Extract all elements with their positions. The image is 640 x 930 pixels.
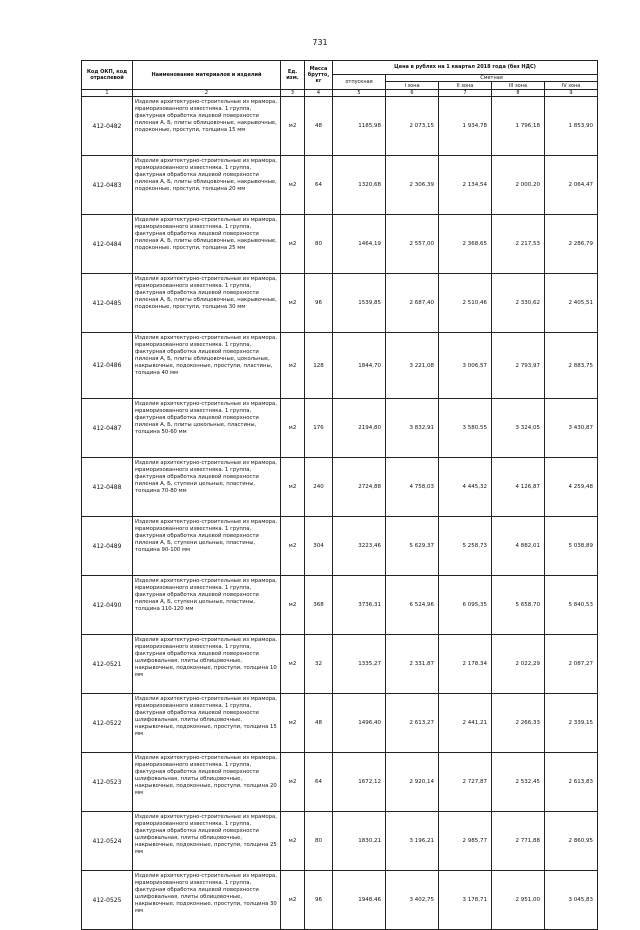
zone-3-price: 4 126,87 — [492, 458, 545, 517]
column-number: 3 — [281, 90, 305, 97]
zone-2-price: 4 445,32 — [439, 458, 492, 517]
release-price: 2194,80 — [333, 399, 386, 458]
release-price: 2724,88 — [333, 458, 386, 517]
column-number: 9 — [545, 90, 598, 97]
okp-code: 412-0485 — [82, 274, 133, 333]
material-name: Изделия архитектурно-строительные из мрамора, мраморизованного известняка. 1 группа, фактурная обработка лицевой поверхности пиленая А, Б, плиты облицовочные, накрывочные, подоконные, проступи, толщина 15 мм — [133, 97, 281, 156]
unit: м2 — [281, 753, 305, 812]
zone-1-price: 2 920,14 — [386, 753, 439, 812]
release-price: 3736,31 — [333, 576, 386, 635]
zone-2-price: 2 368,65 — [439, 215, 492, 274]
header-mass: Масса брутто, кг — [305, 61, 333, 90]
gross-mass: 128 — [305, 333, 333, 399]
zone-1-price: 2 331,87 — [386, 635, 439, 694]
unit: м2 — [281, 871, 305, 930]
table-header — [82, 61, 598, 97]
zone-4-price: 2 087,27 — [545, 635, 598, 694]
release-price: 1320,68 — [333, 156, 386, 215]
zone-3-price: 2 771,88 — [492, 812, 545, 871]
okp-code: 412-0483 — [82, 156, 133, 215]
zone-4-price: 4 259,48 — [545, 458, 598, 517]
zone-2-price: 3 006,57 — [439, 333, 492, 399]
unit: м2 — [281, 333, 305, 399]
zone-2-price: 3 178,71 — [439, 871, 492, 930]
zone-1-price: 3 832,91 — [386, 399, 439, 458]
zone-3-price: 1 796,18 — [492, 97, 545, 156]
gross-mass: 304 — [305, 517, 333, 576]
material-name: Изделия архитектурно-строительные из мрамора, мраморизованного известняка. 1 группа, фактурная обработка лицевой поверхности пиленая А, Б, плиты облицовочные, накрывочные, подоконные, проступи, толщина 25 мм — [133, 215, 281, 274]
header-code: Код ОКП, код отраслевой — [82, 61, 133, 90]
zone-3-price: 2 217,53 — [492, 215, 545, 274]
zone-1-price: 2 557,00 — [386, 215, 439, 274]
zone-3-price: 2 532,45 — [492, 753, 545, 812]
page-number: 731 — [312, 38, 328, 47]
zone-2-price: 5 258,73 — [439, 517, 492, 576]
zone-2-price: 6 095,35 — [439, 576, 492, 635]
material-name: Изделия архитектурно-строительные из мрамора, мраморизованного известняка. 1 группа, фактурная обработка лицевой поверхности шлифовальная, плиты облицовочные, накрывочные, подоконные, проступи, толщина 20 мм — [133, 753, 281, 812]
zone-2-price: 2 441,21 — [439, 694, 492, 753]
okp-code: 412-0486 — [82, 333, 133, 399]
zone-2-price: 2 134,54 — [439, 156, 492, 215]
material-name: Изделия архитектурно-строительные из мрамора, мраморизованного известняка. 1 группа, фактурная обработка лицевой поверхности шлифовальная, плиты облицовочные, накрывочные, подоконные, проступи, толщина 25 мм — [133, 812, 281, 871]
gross-mass: 64 — [305, 753, 333, 812]
column-number: 7 — [439, 90, 492, 97]
header-zone-3: III зона — [492, 82, 545, 90]
table-row — [82, 97, 598, 156]
material-name: Изделия архитектурно-строительные из мрамора, мраморизованного известняка. 1 группа, фактурная обработка лицевой поверхности шлифовальная, плиты облицовочные, накрывочные, подоконные, проступи, толщина 15 мм — [133, 694, 281, 753]
header-unit: Ед. изм. — [281, 61, 305, 90]
zone-1-price: 3 196,21 — [386, 812, 439, 871]
zone-4-price: 2 860,95 — [545, 812, 598, 871]
zone-3-price: 4 882,01 — [492, 517, 545, 576]
okp-code: 412-0487 — [82, 399, 133, 458]
gross-mass: 240 — [305, 458, 333, 517]
unit: м2 — [281, 694, 305, 753]
zone-1-price: 6 524,96 — [386, 576, 439, 635]
gross-mass: 32 — [305, 635, 333, 694]
unit: м2 — [281, 156, 305, 215]
zone-2-price: 2 727,87 — [439, 753, 492, 812]
zone-3-price: 3 324,05 — [492, 399, 545, 458]
okp-code: 412-0484 — [82, 215, 133, 274]
zone-4-price: 2 064,47 — [545, 156, 598, 215]
release-price: 1539,85 — [333, 274, 386, 333]
column-number: 2 — [133, 90, 281, 97]
table-row — [82, 517, 598, 576]
release-price: 3223,46 — [333, 517, 386, 576]
table-row — [82, 753, 598, 812]
header-price-group: Цена в рублях на 1 квартал 2018 года (без НДС) — [333, 61, 598, 75]
zone-4-price: 2 883,75 — [545, 333, 598, 399]
zone-4-price: 2 286,79 — [545, 215, 598, 274]
release-price: 1672,12 — [333, 753, 386, 812]
zone-2-price: 2 985,77 — [439, 812, 492, 871]
gross-mass: 64 — [305, 156, 333, 215]
table-row — [82, 156, 598, 215]
column-number: 1 — [82, 90, 133, 97]
zone-1-price: 2 306,39 — [386, 156, 439, 215]
table-row — [82, 812, 598, 871]
material-name: Изделия архитектурно-строительные из мрамора, мраморизованного известняка. 1 группа, фактурная обработка лицевой поверхности пиленая А, Б, ступени цельные, пластины, толщина 90-100 мм — [133, 517, 281, 576]
zone-3-price: 2 266,33 — [492, 694, 545, 753]
unit: м2 — [281, 274, 305, 333]
price-table — [81, 60, 598, 930]
header-release: отпускная — [333, 75, 386, 90]
okp-code: 412-0525 — [82, 871, 133, 930]
zone-2-price: 3 580,55 — [439, 399, 492, 458]
gross-mass: 176 — [305, 399, 333, 458]
okp-code: 412-0523 — [82, 753, 133, 812]
zone-1-price: 2 613,27 — [386, 694, 439, 753]
table-row — [82, 871, 598, 930]
zone-4-price: 3 045,83 — [545, 871, 598, 930]
okp-code: 412-0521 — [82, 635, 133, 694]
zone-3-price: 2 793,97 — [492, 333, 545, 399]
okp-code: 412-0524 — [82, 812, 133, 871]
zone-4-price: 5 840,53 — [545, 576, 598, 635]
material-name: Изделия архитектурно-строительные из мрамора, мраморизованного известняка. 1 группа, фактурная обработка лицевой поверхности пиленая А, Б, плиты облицовочные, накрывочные, подоконные, проступи, толщина 30 мм — [133, 274, 281, 333]
gross-mass: 368 — [305, 576, 333, 635]
zone-3-price: 2 951,00 — [492, 871, 545, 930]
column-number: 4 — [305, 90, 333, 97]
gross-mass: 96 — [305, 274, 333, 333]
release-price: 1830,21 — [333, 812, 386, 871]
okp-code: 412-0482 — [82, 97, 133, 156]
release-price: 1496,40 — [333, 694, 386, 753]
table-row — [82, 458, 598, 517]
zone-2-price: 2 178,34 — [439, 635, 492, 694]
okp-code: 412-0489 — [82, 517, 133, 576]
zone-4-price: 2 405,51 — [545, 274, 598, 333]
material-name: Изделия архитектурно-строительные из мрамора, мраморизованного известняка. 1 группа, фактурная обработка лицевой поверхности шлифовальная, плиты облицовочные, накрывочные, подоконные, проступи, толщина 30 мм — [133, 871, 281, 930]
material-name: Изделия архитектурно-строительные из мрамора, мраморизованного известняка. 1 группа, фактурная обработка лицевой поверхности пиленая А, Б, плиты облицовочные, цокольные, накрывочные, подоконные, проступи, пластины, толщина 40 мм — [133, 333, 281, 399]
table-row — [82, 333, 598, 399]
column-number: 8 — [492, 90, 545, 97]
header-zone-2: II зона — [439, 82, 492, 90]
zone-1-price: 4 758,03 — [386, 458, 439, 517]
table-row — [82, 399, 598, 458]
zone-4-price: 5 038,89 — [545, 517, 598, 576]
gross-mass: 80 — [305, 215, 333, 274]
table-row — [82, 576, 598, 635]
material-name: Изделия архитектурно-строительные из мрамора, мраморизованного известняка. 1 группа, фактурная обработка лицевой поверхности пиленая А, Б, плиты цокольные, пластины, толщина 50-60 мм — [133, 399, 281, 458]
zone-1-price: 3 221,08 — [386, 333, 439, 399]
unit: м2 — [281, 97, 305, 156]
material-name: Изделия архитектурно-строительные из мрамора, мраморизованного известняка. 1 группа, фактурная обработка лицевой поверхности пиленая А, Б, ступени цельные, пластины, толщина 70-80 мм — [133, 458, 281, 517]
gross-mass: 96 — [305, 871, 333, 930]
table-row — [82, 274, 598, 333]
unit: м2 — [281, 812, 305, 871]
zone-2-price: 1 934,78 — [439, 97, 492, 156]
okp-code: 412-0522 — [82, 694, 133, 753]
zone-4-price: 3 430,87 — [545, 399, 598, 458]
column-numbers-row — [82, 90, 598, 97]
zone-2-price: 2 510,46 — [439, 274, 492, 333]
column-number: 6 — [386, 90, 439, 97]
release-price: 1335,27 — [333, 635, 386, 694]
release-price: 1948,46 — [333, 871, 386, 930]
material-name: Изделия архитектурно-строительные из мрамора, мраморизованного известняка. 1 группа, фактурная обработка лицевой поверхности пиленая А, Б, плиты облицовочные, накрывочные, подоконные, проступи, толщина 20 мм — [133, 156, 281, 215]
okp-code: 412-0488 — [82, 458, 133, 517]
release-price: 1464,19 — [333, 215, 386, 274]
zone-1-price: 5 629,37 — [386, 517, 439, 576]
unit: м2 — [281, 399, 305, 458]
zone-3-price: 2 022,29 — [492, 635, 545, 694]
unit: м2 — [281, 576, 305, 635]
zone-4-price: 2 339,15 — [545, 694, 598, 753]
zone-1-price: 3 402,75 — [386, 871, 439, 930]
header-name: Наименование материалов и изделий — [133, 61, 281, 90]
header-estimate: Сметная — [386, 75, 598, 82]
zone-3-price: 5 658,70 — [492, 576, 545, 635]
table-row — [82, 635, 598, 694]
unit: м2 — [281, 635, 305, 694]
release-price: 1844,70 — [333, 333, 386, 399]
zone-3-price: 2 330,62 — [492, 274, 545, 333]
column-number: 5 — [333, 90, 386, 97]
zone-1-price: 2 073,15 — [386, 97, 439, 156]
zone-4-price: 1 853,90 — [545, 97, 598, 156]
material-name: Изделия архитектурно-строительные из мрамора, мраморизованного известняка. 1 группа, фактурная обработка лицевой поверхности пиленая А, Б, ступени цельные, пластины, толщина 110-120 мм — [133, 576, 281, 635]
zone-4-price: 2 613,83 — [545, 753, 598, 812]
material-name: Изделия архитектурно-строительные из мрамора, мраморизованного известняка. 1 группа, фактурная обработка лицевой поверхности шлифовальная, плиты облицовочные, накрывочные, подоконные, проступи, толщина 10 мм — [133, 635, 281, 694]
table-row — [82, 215, 598, 274]
gross-mass: 80 — [305, 812, 333, 871]
unit: м2 — [281, 215, 305, 274]
release-price: 1185,98 — [333, 97, 386, 156]
header-zone-1: I зона — [386, 82, 439, 90]
okp-code: 412-0490 — [82, 576, 133, 635]
header-zone-4: IV зона — [545, 82, 598, 90]
table-body — [82, 97, 598, 930]
gross-mass: 48 — [305, 97, 333, 156]
table-row — [82, 694, 598, 753]
unit: м2 — [281, 517, 305, 576]
gross-mass: 48 — [305, 694, 333, 753]
unit: м2 — [281, 458, 305, 517]
zone-1-price: 2 687,40 — [386, 274, 439, 333]
zone-3-price: 2 000,20 — [492, 156, 545, 215]
